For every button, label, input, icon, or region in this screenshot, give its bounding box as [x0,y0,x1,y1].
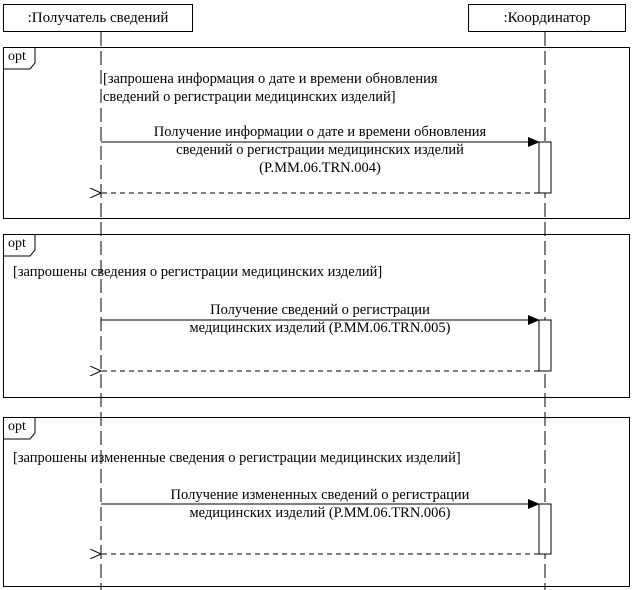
message-label-1: Получение информации о дате и времени обновления сведений о регистрации медицинских изделий (P.MM.06.TRN.004) [153,124,487,176]
participant-sender: :Получатель сведений [3,4,193,32]
fragment-operator-1 [4,48,36,70]
operator-label: opt [8,236,26,251]
operator-label: opt [8,49,26,64]
guard-condition-2: [запрошены сведения о регистрации медицинских изделий] [13,264,383,280]
fragment-operator-3 [4,418,36,440]
operator-label: opt [8,419,26,434]
guard-condition-1: [запрошена информация о дате и времени обновления сведений о регистрации медицинских изделий] [103,71,438,105]
message-label-3: Получение измененных сведений о регистрации медицинских изделий (P.MM.06.TRN.006) [170,487,470,521]
fragment-operator-2 [4,235,36,257]
message-label-2: Получение сведений о регистрации медицинских изделий (P.MM.06.TRN.005) [189,302,451,336]
guard-condition-3: [запрошены измененные сведения о регистрации медицинских изделий] [13,450,461,466]
participant-coordinator: :Координатор [468,4,626,32]
